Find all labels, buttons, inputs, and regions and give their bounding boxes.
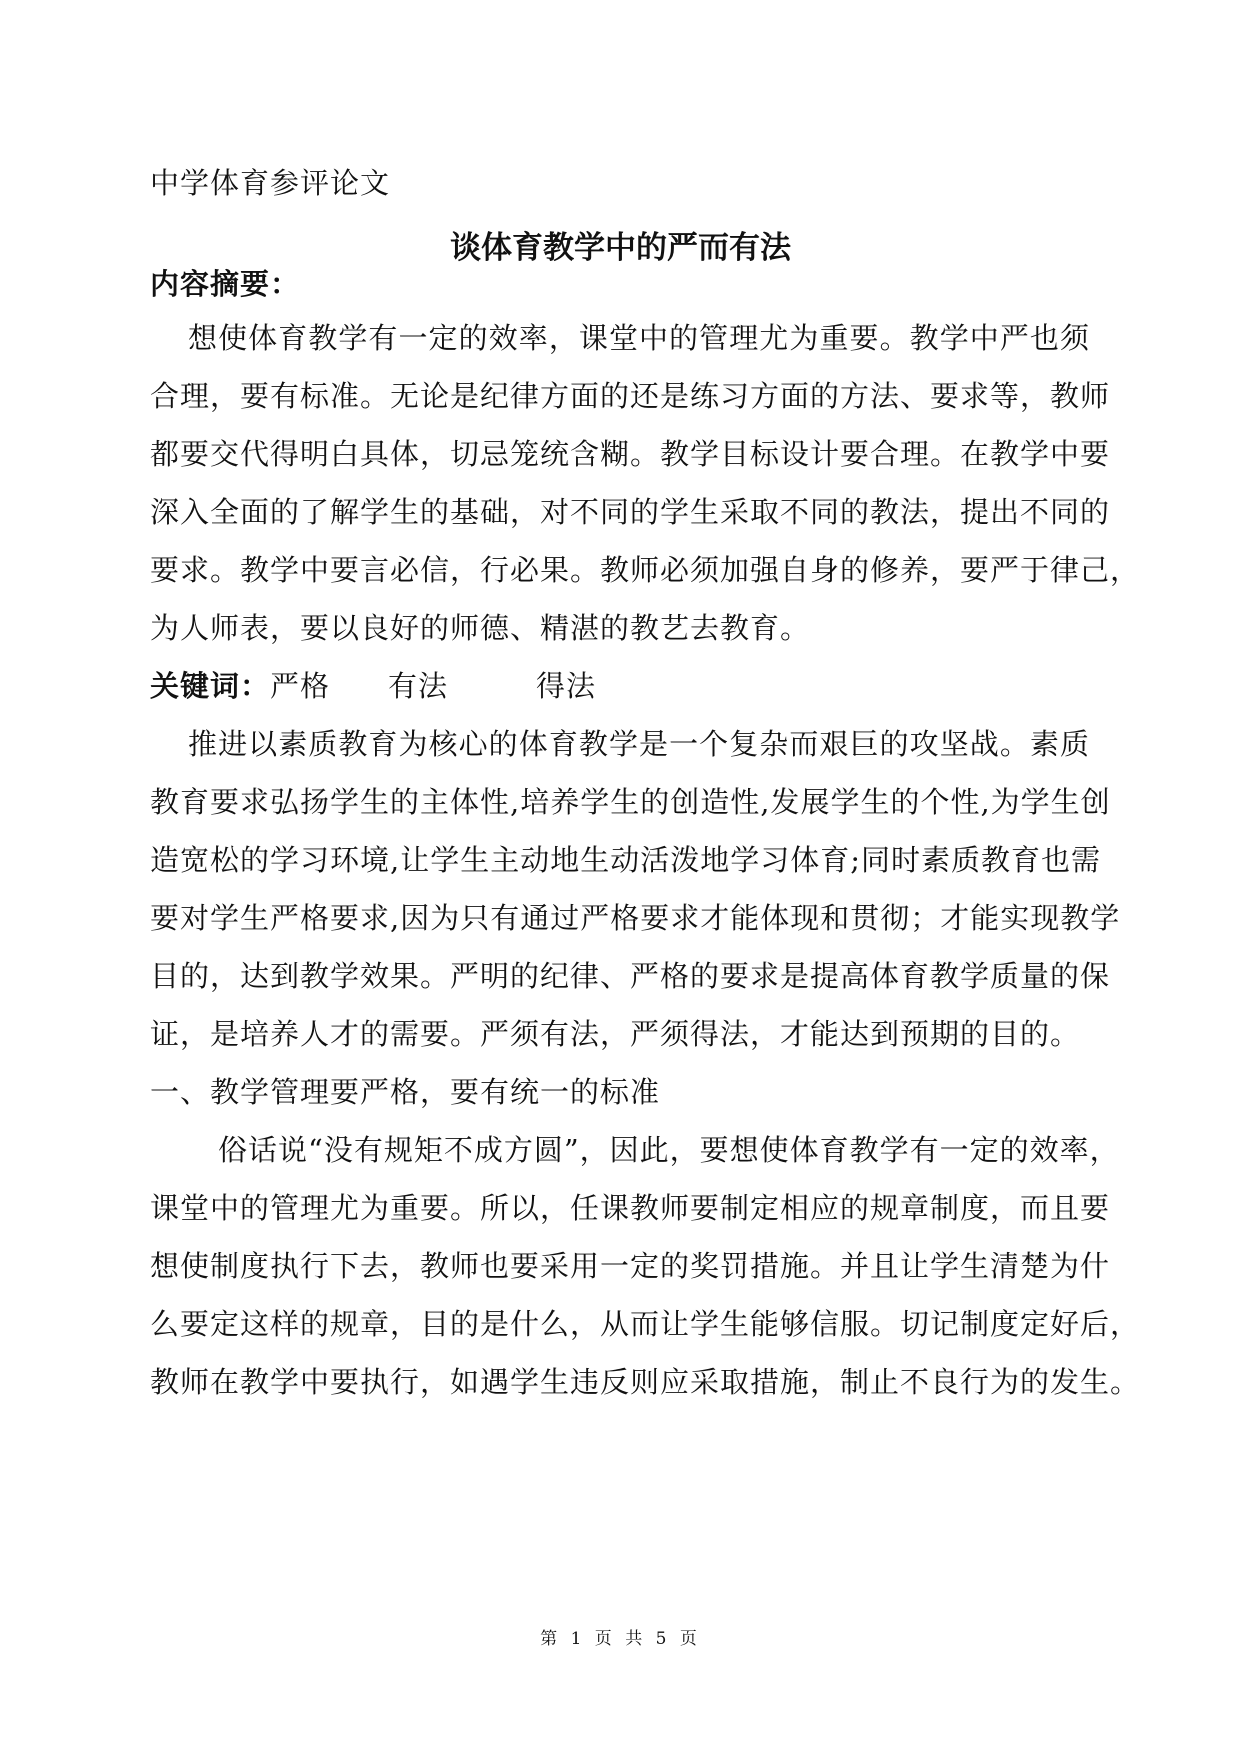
intro-line: 造宽松的学习环境,让学生主动地生动活泼地学习体育;同时素质教育也需: [150, 843, 1101, 877]
page-number-footer: 第 1 页 共 5 页: [540, 1629, 701, 1649]
abstract-line: 深入全面的了解学生的基础，对不同的学生采取不同的教法，提出不同的: [150, 495, 1111, 529]
intro-line: 证，是培养人才的需要。严须有法，严须得法，才能达到预期的目的。: [150, 1017, 1081, 1051]
document-header: 中学体育参评论文: [150, 166, 391, 200]
keywords-line: [150, 666, 1090, 706]
abstract-line: 为人师表，要以良好的师德、精湛的教艺去教育。: [150, 611, 811, 645]
keyword-item: 得法: [536, 669, 597, 703]
section-heading: 一、教学管理要严格，要有统一的标准: [150, 1075, 661, 1109]
keywords-label: 关键词：: [150, 669, 271, 703]
section-line: 俗话说“没有规矩不成方圆”，因此，要想使体育教学有一定的效率，: [218, 1133, 1120, 1167]
document-title: 谈体育教学中的严而有法: [450, 230, 791, 266]
intro-line: 推进以素质教育为核心的体育教学是一个复杂而艰巨的攻坚战。素质: [188, 727, 1090, 761]
section-line: 么要定这样的规章，目的是什么，从而让学生能够信服。切记制度定好后，: [150, 1307, 1141, 1341]
section-line: 教师在教学中要执行，如遇学生违反则应采取措施，制止不良行为的发生。: [150, 1365, 1141, 1399]
keyword-item: 有法: [388, 669, 449, 703]
abstract-line: 要求。教学中要言必信，行必果。教师必须加强自身的修养，要严于律己，: [150, 553, 1141, 587]
abstract-line: 合理，要有标准。无论是纪律方面的还是练习方面的方法、要求等，教师: [150, 379, 1111, 413]
keyword-item: 严格: [270, 669, 331, 703]
abstract-heading: 内容摘要：: [150, 267, 301, 301]
intro-line: 教育要求弘扬学生的主体性,培养学生的创造性,发展学生的个性,为学生创: [150, 785, 1111, 819]
abstract-line: 都要交代得明白具体，切忌笼统含糊。教学目标设计要合理。在教学中要: [150, 437, 1111, 471]
intro-line: 要对学生严格要求,因为只有通过严格要求才能体现和贯彻；才能实现教学: [150, 901, 1121, 935]
section-line: 课堂中的管理尤为重要。所以，任课教师要制定相应的规章制度，而且要: [150, 1191, 1111, 1225]
section-line: 想使制度执行下去，教师也要采用一定的奖罚措施。并且让学生清楚为什: [150, 1249, 1111, 1283]
abstract-line: 想使体育教学有一定的效率，课堂中的管理尤为重要。教学中严也须: [188, 321, 1090, 355]
intro-line: 目的，达到教学效果。严明的纪律、严格的要求是提高体育教学质量的保: [150, 959, 1111, 993]
